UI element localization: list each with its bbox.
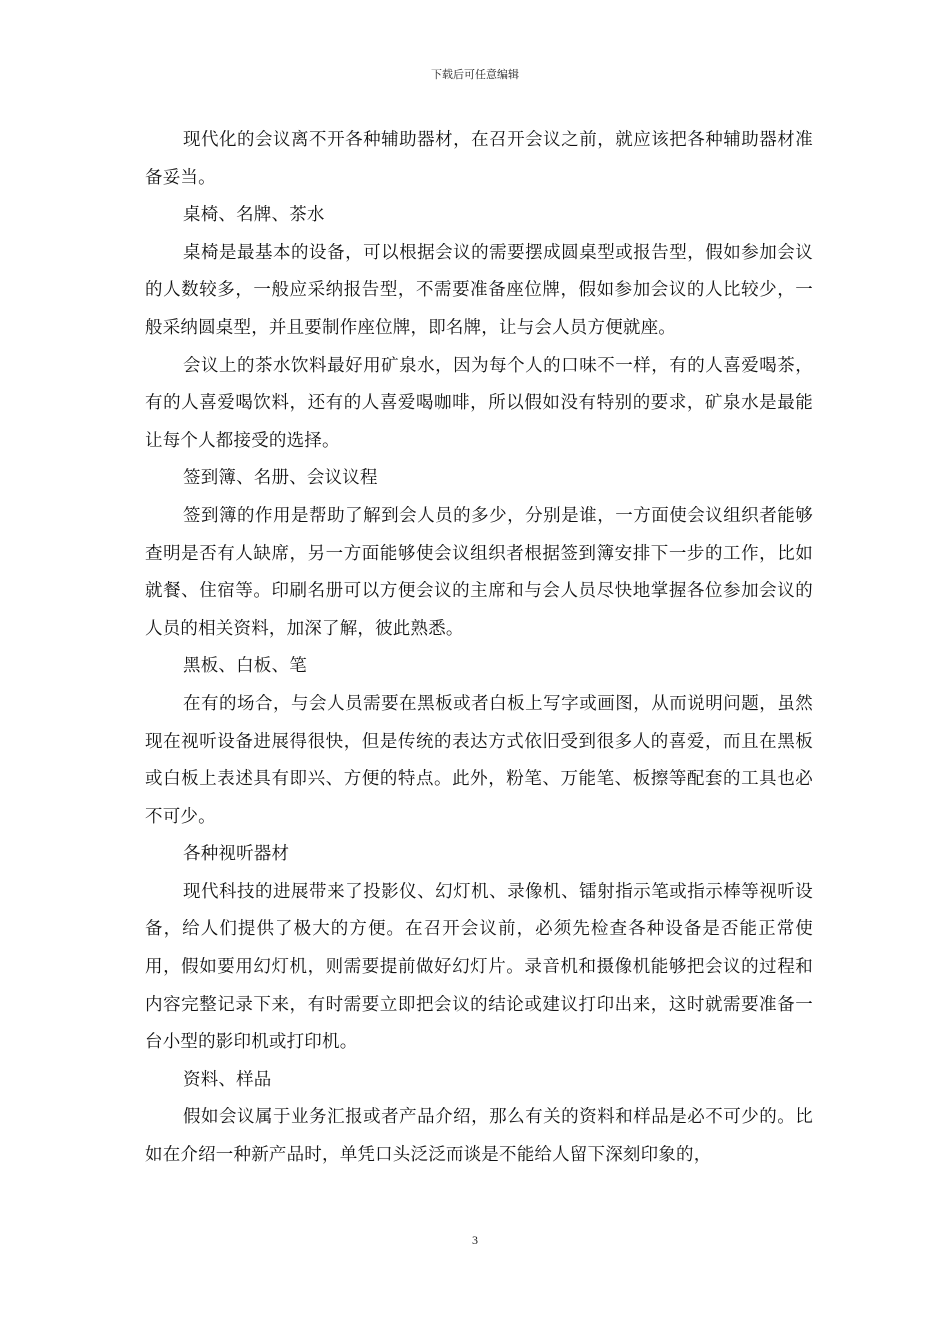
paragraph: 签到簿的作用是帮助了解到会人员的多少，分别是谁，一方面使会议组织者能够查明是否有人缺席，另一方面能够使会议组织者根据签到簿安排下一步的工作，比如就餐、住宿等。印刷名册可以方便会议的主席和与会人员尽快地掌握各位参加会议的人员的相关资料，加深了解，彼此熟悉。 <box>145 505 813 639</box>
section-heading: 签到簿、名册、会议议程 <box>183 468 378 489</box>
page-number: 3 <box>472 1233 478 1247</box>
paragraph: 现代科技的进展带来了投影仪、幻灯机、录像机、镭射指示笔或指示棒等视听设备，给人们提供了极大的方便。在召开会议前，必须先检查各种设备是否能正常使用，假如要用幻灯机，则需要提前做好幻灯片。录音机和摄像机能够把会议的过程和内容完整记录下来，有时需要立即把会议的结论或建议打印出来，这时就需要准备一台小型的影印机或打印机。 <box>145 881 813 1053</box>
section-heading: 资料、样品 <box>183 1069 272 1090</box>
section-heading: 各种视听器材 <box>183 844 290 865</box>
paragraph: 现代化的会议离不开各种辅助器材，在召开会议之前，就应该把各种辅助器材准备妥当。 <box>145 130 813 188</box>
paragraph: 在有的场合，与会人员需要在黑板或者白板上写字或画图，从而说明问题，虽然现在视听设备进展得很快，但是传统的表达方式依旧受到很多人的喜爱，而且在黑板或白板上表述具有即兴、方便的特点。此外，粉笔、万能笔、板擦等配套的工具也必不可少。 <box>145 693 813 827</box>
paragraph: 会议上的茶水饮料最好用矿泉水，因为每个人的口味不一样，有的人喜爱喝茶，有的人喜爱喝饮料，还有的人喜爱喝咖啡，所以假如没有特别的要求，矿泉水是最能让每个人都接受的选择。 <box>145 355 813 451</box>
section-heading: 桌椅、名牌、茶水 <box>183 205 325 226</box>
paragraph: 假如会议属于业务汇报或者产品介绍，那么有关的资料和样品是必不可少的。比如在介绍一种新产品时，单凭口头泛泛而谈是不能给人留下深刻印象的， <box>145 1107 813 1166</box>
paragraph: 桌椅是最基本的设备，可以根据会议的需要摆成圆桌型或报告型，假如参加会议的人数较多，一般应采纳报告型，不需要准备座位牌，假如参加会议的人比较少，一般采纳圆桌型，并且要制作座位牌，即名牌，让与会人员方便就座。 <box>145 242 813 338</box>
page-header: 下载后可任意编辑 <box>431 68 519 81</box>
document-body <box>145 122 813 1175</box>
section-heading: 黑板、白板、笔 <box>183 656 307 677</box>
